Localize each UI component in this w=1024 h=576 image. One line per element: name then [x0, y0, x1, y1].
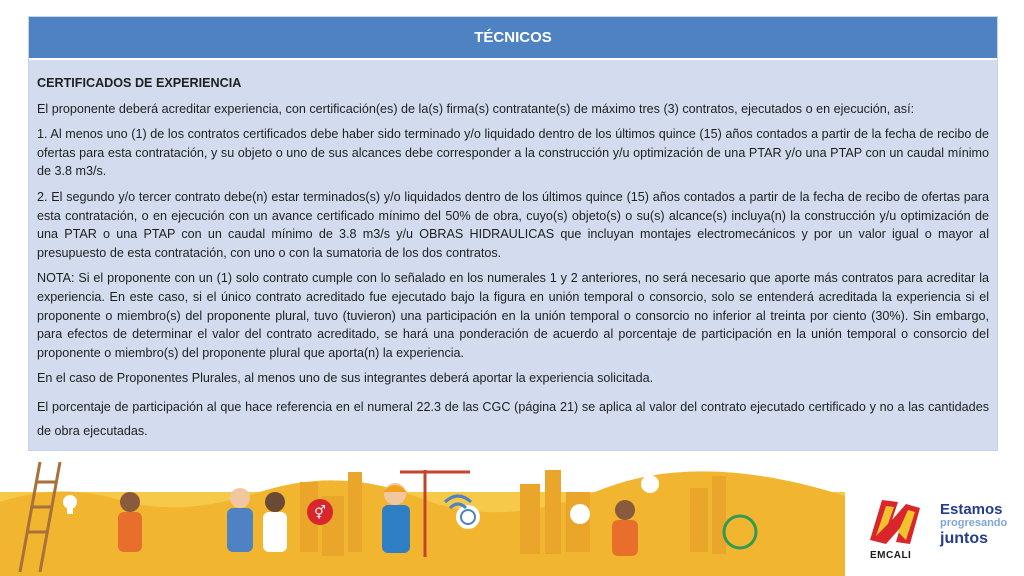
- svg-text:⚥: ⚥: [314, 506, 326, 521]
- page-title: TÉCNICOS: [474, 29, 552, 46]
- content-card: [28, 16, 998, 451]
- decorative-banner-illustration: [0, 462, 845, 576]
- participation-paragraph: El porcentaje de participación al que hace referencia en el numeral 22.3 de las CGC (página 21) se aplica al valor del contrato ejecutado certificado y no a las cantidades de obra ejecutadas.: [37, 399, 989, 438]
- note-paragraph: NOTA: Si el proponente con un (1) solo contrato cumple con lo señalado en los numerales 1 y 2 anteriores, no será necesario que aporte más contratos para acreditar la experiencia. En este caso, si el único contrato acreditado fue ejecutado bajo la figura en unión temporal o consorcio, solo se entenderá acreditada la experiencia si el proponente o miembro(s) del proponente plural, tuvo (tuvieron) una participación en la unión temporal o consorcio no inferior al treinta por ciento (30%). Sin embargo, para efectos de determinar el valor del contrato acreditado, se hará una ponderación de acuerdo al porcentaje de participación en la unión temporal o consorcio del proponente o miembro(s) del proponente plural que aporta(n) la experiencia.: [37, 271, 989, 360]
- plural-proponents-paragraph: En el caso de Proponentes Plurales, al menos uno de sus integrantes deberá aportar la experiencia solicitada.: [37, 371, 654, 386]
- slogan-line-1: Estamos: [940, 501, 1003, 518]
- slogan-line-3: juntos: [940, 530, 988, 547]
- content-body: [29, 60, 997, 450]
- header-bar: [29, 17, 997, 60]
- slogan: [940, 502, 1020, 547]
- requirement-1-paragraph: 1. Al menos uno (1) de los contratos certificados debe haber sido terminado y/o liquidado dentro de los últimos quince (15) años contados a partir de la fecha de recibo de ofertas para esta contratación, y su objeto o uno de sus alcances debe corresponder a la construcción y/u optimización de una PTAR y/o una PTAP con un caudal mínimo de 3.8 m3/s.: [37, 127, 989, 179]
- slogan-line-2: progresando: [940, 517, 1008, 529]
- brand-name: EMCALI: [870, 550, 912, 561]
- requirement-2-paragraph: 2. El segundo y/o tercer contrato debe(n) estar terminados(s) y/o liquidados dentro de los últimos quince (15) años contados a partir de la fecha de recibo de ofertas para esta contratación, o en ejecución con un avance certificado mínimo del 50% de obra, cuyo(s) objeto(s) o su(s) alcance(s) incluya(n) la construcción y/u optimización de una PTAR o una PTAP con un caudal mínimo de 3.8 m3/s y/u OBRAS HIDRAULICAS que incluyan montajes electromecánicos y por un valor igual o mayor al presupuesto de esta contratación, con uno o con la sumatoria de los dos contratos.: [37, 189, 989, 260]
- intro-paragraph: El proponente deberá acreditar experiencia, con certificación(es) de la(s) firma(s) contratante(s) de máximo tres (3) contratos, ejecutados o en ejecución, así:: [37, 101, 915, 116]
- section-subtitle: CERTIFICADOS DE EXPERIENCIA: [37, 76, 242, 90]
